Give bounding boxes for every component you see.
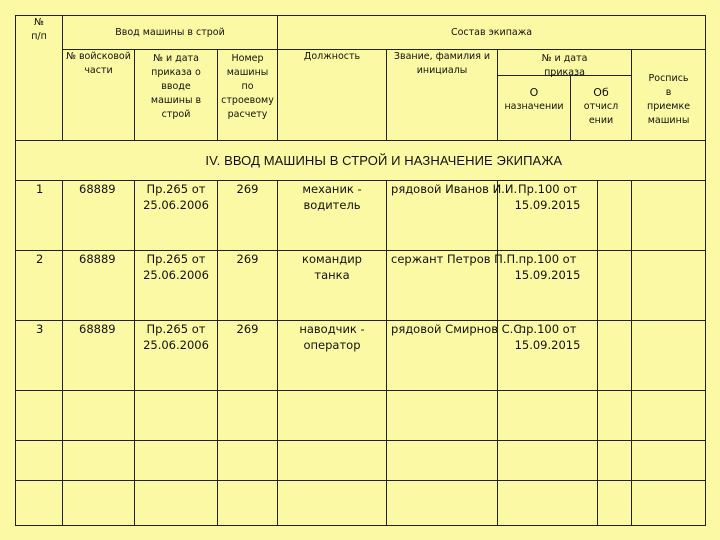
section-spacer (16, 141, 63, 181)
row-order: Пр.265 от 25.06.2006 (135, 321, 218, 391)
row-machine: 269 (218, 321, 278, 391)
row-num: 3 (16, 321, 63, 391)
row-position: механик - водитель (278, 181, 387, 251)
form-sheet (15, 15, 705, 525)
row-dismiss (598, 321, 632, 391)
row-appoint: Пр.100 от 15.09.2015 (498, 181, 598, 251)
header-crew-order: № и дата приказа О назначении Об отчисл ении (498, 50, 632, 141)
row-appoint: пр.100 от 15.09.2015 (498, 251, 598, 321)
row-num: 1 (16, 181, 63, 251)
row-dismiss (598, 251, 632, 321)
row-num: 2 (16, 251, 63, 321)
row-position: командир танка (278, 251, 387, 321)
crew-table (15, 15, 706, 526)
row-name: сержант Петров П.П. (387, 251, 498, 321)
row-position: наводчик - оператор (278, 321, 387, 391)
section-title: IV. ВВОД МАШИНЫ В СТРОЙ И НАЗНАЧЕНИЕ ЭКИПАЖА (63, 141, 706, 181)
empty-row (16, 481, 706, 526)
row-order: Пр.265 от 25.06.2006 (135, 251, 218, 321)
header-signature: Роспись в приемке машины (632, 50, 706, 141)
row-unit: 68889 (63, 251, 135, 321)
row-unit: 68889 (63, 321, 135, 391)
header-order: № и дата приказа о вводе машины в строй (135, 50, 218, 141)
header-position: Должность (278, 50, 387, 141)
row-machine: 269 (218, 251, 278, 321)
header-unit: № войсковой части (63, 50, 135, 141)
header-num: № п/п (16, 16, 63, 141)
row-name: рядовой Смирнов С.С. (387, 321, 498, 391)
row-appoint: пр.100 от 15.09.2015 (498, 321, 598, 391)
row-machine: 269 (218, 181, 278, 251)
header-rank-name: Звание, фамилия и инициалы (387, 50, 498, 141)
row-dismiss (598, 181, 632, 251)
row-signature (632, 321, 706, 391)
empty-row (16, 441, 706, 481)
header-dismiss: Об отчисл ении (583, 86, 619, 126)
header-vvod-group: Ввод машины в строй (63, 16, 278, 50)
header-crew-group: Состав экипажа (278, 16, 706, 50)
header-machine-number: Номер машины по строевому расчету (218, 50, 278, 141)
row-signature (632, 251, 706, 321)
empty-row (16, 391, 706, 441)
row-name: рядовой Иванов И.И. (387, 181, 498, 251)
row-unit: 68889 (63, 181, 135, 251)
table-row (16, 251, 706, 321)
table-row (16, 321, 706, 391)
row-signature (632, 181, 706, 251)
row-order: Пр.265 от 25.06.2006 (135, 181, 218, 251)
header-appoint: О назначении (498, 76, 571, 140)
table-row (16, 181, 706, 251)
